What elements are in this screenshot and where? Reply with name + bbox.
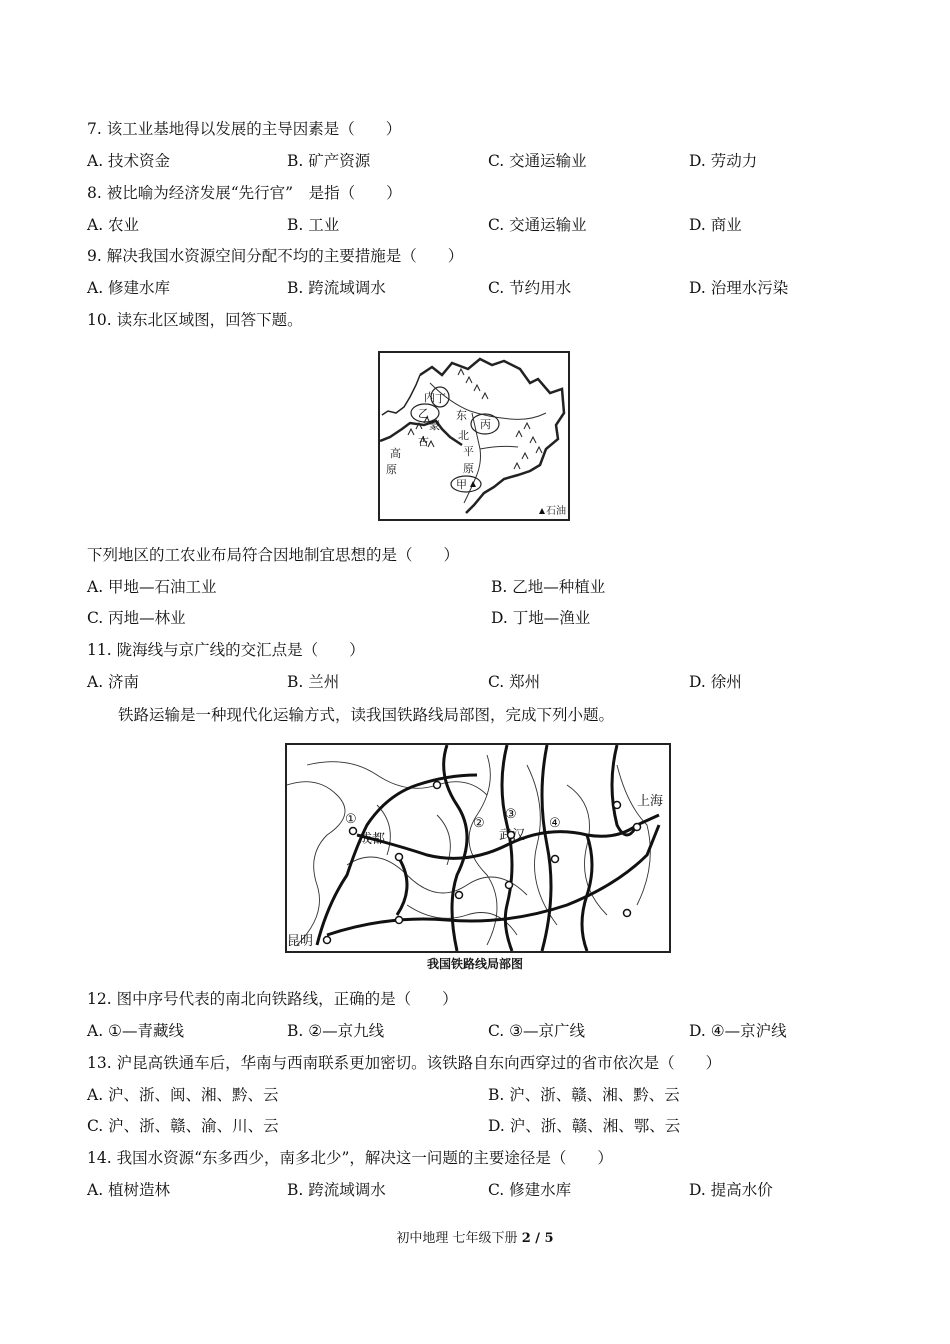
rail-label-2: ②	[473, 816, 485, 831]
rail-label-kunming: 昆明	[287, 934, 314, 949]
q9-option-c[interactable]: C. 节约用水	[488, 279, 572, 297]
railway-map	[285, 743, 671, 953]
map-label-nei: 内	[424, 391, 435, 404]
question-14-stem: 14. 我国水资源“东多西少，南多北少”，解决这一问题的主要途径是（ ）	[87, 1149, 613, 1167]
question-8-stem: 8. 被比喻为经济发展“先行官” 是指（ ）	[87, 184, 402, 202]
map-label-ding: 丁	[435, 392, 446, 405]
map-label-yi: 乙	[418, 407, 429, 420]
q12-option-a[interactable]: A. ①—青藏线	[87, 1022, 184, 1040]
map-label-gu: 古	[418, 435, 429, 448]
footer-subject: 初中地理 七年级下册	[396, 1231, 518, 1246]
q8-option-d[interactable]: D. 商业	[689, 216, 742, 234]
q12-option-d[interactable]: D. ④—京沪线	[689, 1022, 787, 1040]
oil-legend-icon	[539, 508, 545, 514]
q13-option-c[interactable]: C. 沪、浙、赣、渝、川、云	[87, 1117, 279, 1135]
question-9-stem: 9. 解决我国水资源空间分配不均的主要措施是（ ）	[87, 247, 464, 265]
map-label-jia: 甲	[456, 478, 467, 491]
q11-option-c[interactable]: C. 郑州	[488, 673, 541, 691]
question-12-stem: 12. 图中序号代表的南北向铁路线，正确的是（ ）	[87, 990, 458, 1008]
q11-option-d[interactable]: D. 徐州	[689, 673, 742, 691]
question-7-stem: 7. 该工业基地得以发展的主导因素是（ ）	[87, 120, 402, 138]
railway-map-caption: 我国铁路线局部图	[426, 957, 523, 971]
q13-option-b[interactable]: B. 沪、浙、赣、湘、黔、云	[488, 1086, 680, 1104]
map-label-meng: 蒙	[429, 419, 440, 432]
q13-option-d[interactable]: D. 沪、浙、赣、湘、鄂、云	[488, 1117, 681, 1135]
q7-option-a[interactable]: A. 技术资金	[87, 152, 171, 170]
q9-option-a[interactable]: A. 修建水库	[87, 279, 171, 297]
q7-option-c[interactable]: C. 交通运输业	[488, 152, 587, 170]
q12-option-c[interactable]: C. ③—京广线	[488, 1022, 586, 1040]
map-legend-oil: 石油	[546, 506, 566, 517]
question-10-sub-stem: 下列地区的工农业布局符合因地制宜思想的是（ ）	[87, 546, 460, 564]
rail-label-shanghai: 上海	[637, 794, 664, 809]
q12-option-b[interactable]: B. ②—京九线	[287, 1022, 385, 1040]
q11-option-b[interactable]: B. 兰州	[287, 673, 340, 691]
map-label-bei: 北	[458, 429, 469, 442]
q11-option-a[interactable]: A. 济南	[87, 673, 140, 691]
rail-label-3: ③	[505, 807, 517, 822]
q14-option-b[interactable]: B. 跨流域调水	[287, 1181, 386, 1199]
q9-option-b[interactable]: B. 跨流域调水	[287, 279, 386, 297]
q8-option-a[interactable]: A. 农业	[87, 216, 140, 234]
q10-option-c[interactable]: C. 丙地—林业	[87, 609, 186, 627]
question-13-stem: 13. 沪昆高铁通车后，华南与西南联系更加密切。该铁路自东向西穿过的省市依次是（ ）	[87, 1054, 722, 1072]
northeast-region-map	[378, 351, 570, 521]
q8-option-c[interactable]: C. 交通运输业	[488, 216, 587, 234]
q10-option-b[interactable]: B. 乙地—种植业	[491, 578, 606, 596]
q14-option-c[interactable]: C. 修建水库	[488, 1181, 572, 1199]
q9-option-d[interactable]: D. 治理水污染	[689, 279, 789, 297]
rail-label-chengdu: 成都	[359, 832, 386, 847]
question-11-stem: 11. 陇海线与京广线的交汇点是（ ）	[87, 641, 365, 659]
rail-label-1: ①	[345, 812, 357, 827]
q8-option-b[interactable]: B. 工业	[287, 216, 340, 234]
q14-option-a[interactable]: A. 植树造林	[87, 1181, 171, 1199]
q7-option-b[interactable]: B. 矿产资源	[287, 152, 371, 170]
map-label-gao: 高	[390, 447, 401, 460]
oil-marker-icon	[470, 481, 476, 487]
q13-option-a[interactable]: A. 沪、浙、闽、湘、黔、云	[87, 1086, 279, 1104]
map-label-yuan-plain: 原	[463, 462, 474, 475]
map-label-yuan-plateau: 原	[386, 463, 397, 476]
question-10-stem: 10. 读东北区域图，回答下题。	[87, 311, 303, 329]
rail-label-wuhan: 武汉	[499, 828, 526, 843]
map-label-dong: 东	[456, 409, 467, 422]
page-footer	[0, 1230, 950, 1248]
q7-option-d[interactable]: D. 劳动力	[689, 152, 758, 170]
railway-intro: 铁路运输是一种现代化运输方式，读我国铁路线局部图，完成下列小题。	[118, 706, 615, 724]
footer-page-number: 2 / 5	[521, 1231, 554, 1246]
q10-option-d[interactable]: D. 丁地—渔业	[491, 609, 591, 627]
q10-option-a[interactable]: A. 甲地—石油工业	[87, 578, 217, 596]
map-label-bing: 丙	[480, 418, 491, 431]
map-label-ping: 平	[463, 445, 474, 458]
q14-option-d[interactable]: D. 提高水价	[689, 1181, 773, 1199]
rail-label-4: ④	[549, 816, 561, 831]
